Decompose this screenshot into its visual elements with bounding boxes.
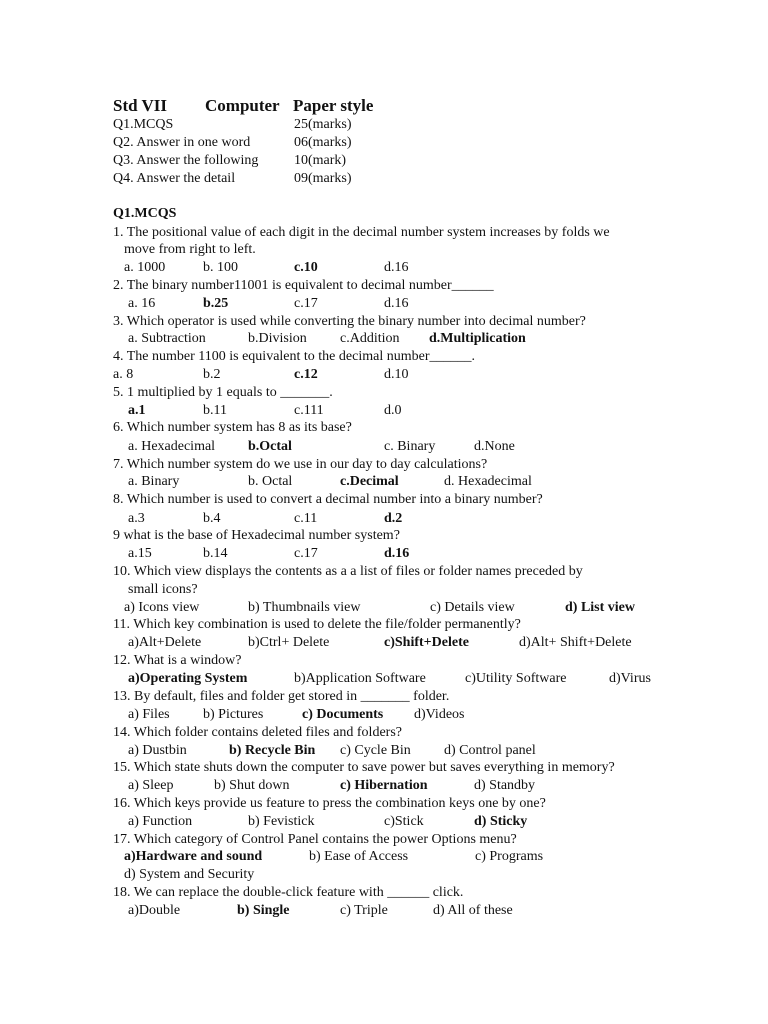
question-text: 2. The binary number11001 is equivalent to decimal number______ [113,278,494,293]
option-c: c.17 [294,546,318,561]
option-d: d) System and Security [124,867,255,882]
option-b-correct: b.Octal [248,439,292,454]
option-c: c) Details view [430,600,515,615]
option-a: a) Dustbin [128,743,187,758]
option-d: d) All of these [433,903,513,918]
question-text: 4. The number 1100 is equivalent to the decimal number______. [113,349,475,364]
option-b: b.14 [203,546,228,561]
option-a: a) Files [128,707,170,722]
option-d: d.0 [384,403,402,418]
question-text: 10. Which view displays the contents as a a list of files or folder names preceded by [113,564,583,579]
option-d: d.None [474,439,515,454]
option-c: c) Triple [340,903,388,918]
option-a: a. Binary [128,474,180,489]
option-b: b) Shut down [214,778,290,793]
option-c: c.111 [294,403,324,418]
option-b: b. Octal [248,474,293,489]
option-a: a)Alt+Delete [128,635,202,650]
option-a: a. 16 [128,296,156,311]
subject-label: Computer [205,96,280,115]
option-b: b.2 [203,367,221,382]
question-text: 17. Which category of Control Panel contains the power Options menu? [113,832,517,847]
option-c-correct: c.Decimal [340,474,399,489]
option-c: c.17 [294,296,318,311]
option-b: b.Division [248,331,307,346]
option-b: b.4 [203,511,221,526]
option-c: c) Programs [475,849,544,864]
option-c: c) Cycle Bin [340,743,411,758]
marks-value: 25(marks) [294,117,352,132]
option-d-correct: d.16 [384,546,410,561]
question-text: 18. We can replace the double-click feature with ______ click. [113,885,464,900]
marks-value: 10(mark) [294,153,347,168]
option-a: a. 8 [113,367,134,382]
marks-label: Q4. Answer the detail [113,171,236,186]
option-c-correct: c.12 [294,367,318,382]
option-b: b) Pictures [203,707,264,722]
option-b: b) Ease of Access [309,849,409,864]
question-text: 8. Which number is used to convert a decimal number into a binary number? [113,492,543,507]
option-a: a) Icons view [124,600,200,615]
option-d: d) Control panel [444,743,536,758]
option-d: d. Hexadecimal [444,474,532,489]
question-text: small icons? [128,582,198,597]
style-label: Paper style [293,96,374,115]
option-c-correct: c)Shift+Delete [384,635,469,650]
section-title: Q1.MCQS [113,206,177,221]
option-c: c.11 [294,511,318,526]
option-d-correct: d) List view [565,600,635,615]
std-label: Std VII [113,96,168,115]
option-a-correct: a.1 [128,403,146,418]
option-b: b)Ctrl+ Delete [248,635,330,650]
question-text: move from right to left. [124,242,256,257]
question-text: 6. Which number system has 8 as its base? [113,420,352,435]
option-d: d.16 [384,260,409,275]
question-text: 5. 1 multiplied by 1 equals to _______. [113,385,333,400]
question-text: 13. By default, files and folder get stored in _______ folder. [113,689,450,704]
option-a-correct: a)Operating System [128,671,248,686]
question-text: 9 what is the base of Hexadecimal number system? [113,528,400,543]
option-a: a) Sleep [128,778,174,793]
question-text: 14. Which folder contains deleted files and folders? [113,725,402,740]
question-text: 7. Which number system do we use in our day to day calculations? [113,457,488,472]
option-d: d) Standby [474,778,536,793]
option-a: a. 1000 [124,260,166,275]
option-a-correct: a)Hardware and sound [124,849,263,864]
option-b: b)Application Software [294,671,426,686]
option-c: c)Utility Software [465,671,567,686]
option-a: a. Subtraction [128,331,206,346]
option-c: c)Stick [384,814,424,829]
question-text: 3. Which operator is used while converting the binary number into decimal number? [113,314,586,329]
option-c: c.Addition [340,331,400,346]
option-d-correct: d.2 [384,511,403,526]
option-b: b) Fevistick [248,814,315,829]
option-b: b) Thumbnails view [248,600,361,615]
question-text: 11. Which key combination is used to delete the file/folder permanently? [113,617,521,632]
marks-label: Q2. Answer in one word [113,135,251,150]
option-c: c. Binary [384,439,436,454]
marks-label: Q1.MCQS [113,117,174,132]
marks-label: Q3. Answer the following [113,153,259,168]
option-d-correct: d) Sticky [474,814,528,829]
question-text: 15. Which state shuts down the computer to save power but saves everything in memory? [113,760,615,775]
option-c-correct: c) Documents [302,707,384,722]
option-a: a)Double [128,903,181,918]
option-c-correct: c.10 [294,260,318,275]
question-text: 1. The positional value of each digit in the decimal number system increases by folds we [113,225,610,240]
question-text: 16. Which keys provide us feature to press the combination keys one by one? [113,796,546,811]
option-b-correct: b) Single [237,903,290,918]
option-d: d)Virus [609,671,651,686]
option-d: d.16 [384,296,409,311]
marks-value: 09(marks) [294,171,352,186]
option-d: d.10 [384,367,409,382]
option-a: a.15 [128,546,152,561]
question-text: 12. What is a window? [113,653,242,668]
option-b-correct: b.25 [203,296,229,311]
option-b: b.11 [203,403,227,418]
option-b-correct: b) Recycle Bin [229,743,316,758]
option-a: a. Hexadecimal [128,439,216,454]
marks-value: 06(marks) [294,135,352,150]
option-d-correct: d.Multiplication [429,331,526,346]
option-a: a.3 [128,511,145,526]
option-b: b. 100 [203,260,238,275]
option-d: d)Videos [414,707,465,722]
option-c-correct: c) Hibernation [340,778,428,793]
option-d: d)Alt+ Shift+Delete [519,635,632,650]
option-a: a) Function [128,814,193,829]
